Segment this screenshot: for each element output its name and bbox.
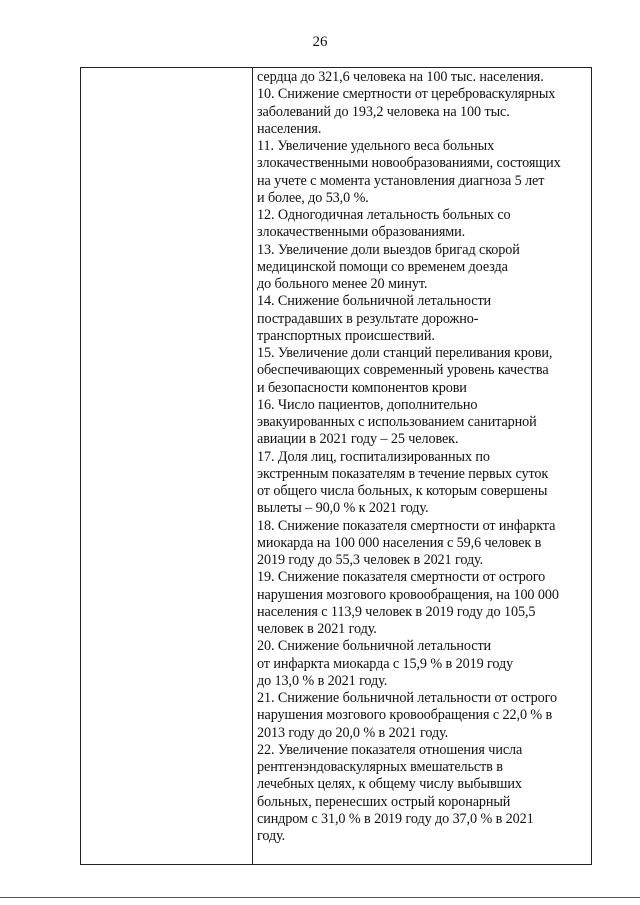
text-line: 11. Увеличение удельного веса больных <box>257 138 495 154</box>
text-line: авиации в 2021 году – 25 человек. <box>257 431 459 448</box>
text-line: экстренным показателям в течение первых суток <box>257 465 549 482</box>
text-line: и безопасности компонентов крови <box>257 379 467 396</box>
text-line: от инфаркта миокарда с 15,9 % в 2019 году <box>257 655 514 672</box>
text-line: человек в 2021 году. <box>257 621 377 637</box>
text-line: 18. Снижение показателя смертности от инфаркта <box>257 517 556 534</box>
text-line: 14. Снижение больничной летальности <box>257 293 492 310</box>
text-line: вылеты – 90,0 % к 2021 году. <box>257 500 429 517</box>
document-table <box>80 67 592 865</box>
text-line: лечебных целях, к общему числу выбывших <box>257 776 522 793</box>
text-line: 16. Число пациентов, дополнительно <box>257 396 478 413</box>
text-line: году. <box>257 828 286 844</box>
text-line: населения. <box>257 120 322 137</box>
text-line: нарушения мозгового кровообращения с 22,0 % в <box>257 707 553 724</box>
text-line: миокарда на 100 000 населения с 59,6 человек в <box>257 534 542 551</box>
text-line: 15. Увеличение доли станций переливания крови, <box>257 345 553 361</box>
text-line: больных, перенесших острый коронарный <box>257 793 511 810</box>
text-line: 19. Снижение показателя смертности от острого <box>257 569 546 586</box>
text-line: заболеваний до 193,2 человека на 100 тыс. <box>257 103 510 120</box>
text-line: злокачественными образованиями. <box>257 224 466 241</box>
text-line: 22. Увеличение показателя отношения числа <box>257 741 523 758</box>
text-line: пострадавших в результате дорожно- <box>257 310 479 327</box>
text-line: эвакуированных с использованием санитарной <box>257 414 537 430</box>
text-line: 20. Снижение больничной летальности <box>257 638 492 655</box>
text-line: транспортных происшествий. <box>257 327 435 344</box>
column-divider <box>252 68 253 864</box>
text-line: рентгенэндоваскулярных вмешательств в <box>257 759 503 775</box>
text-line: 2019 году до 55,3 человек в 2021 году. <box>257 552 484 568</box>
text-line: обеспечивающих современный уровень качества <box>257 362 549 379</box>
text-line: нарушения мозгового кровообращения, на 100 000 <box>257 586 559 603</box>
text-line: от общего числа больных, к которым совершены <box>257 483 548 499</box>
page-bottom-rule <box>0 897 640 898</box>
text-line: медицинской помощи со временем доезда <box>257 258 508 275</box>
text-line: населения с 113,9 человек в 2019 году до 105,5 <box>257 603 536 620</box>
text-line: 10. Снижение смертности от цереброваскулярных <box>257 86 556 103</box>
table-right-cell <box>257 68 591 845</box>
text-line: до 13,0 % в 2021 году. <box>257 672 388 689</box>
text-line: 17. Доля лиц, госпитализированных по <box>257 448 490 465</box>
text-line: злокачественными новообразованиями, состоящих <box>257 155 561 172</box>
text-line: до больного менее 20 минут. <box>257 276 428 292</box>
text-line: 13. Увеличение доли выездов бригад скорой <box>257 241 520 258</box>
text-line: 12. Одногодичная летальность больных со <box>257 207 511 223</box>
text-line: синдром с 31,0 % в 2019 году до 37,0 % в 2021 <box>257 810 534 827</box>
text-line: на учете с момента установления диагноза 5 лет <box>257 172 545 189</box>
text-line: 21. Снижение больничной летальности от острого <box>257 690 558 706</box>
table-left-cell <box>81 68 252 864</box>
text-line: и более, до 53,0 %. <box>257 189 369 206</box>
page-number: 26 <box>312 34 328 50</box>
text-line: сердца до 321,6 человека на 100 тыс. населения. <box>257 69 544 85</box>
text-line: 2013 году до 20,0 % в 2021 году. <box>257 724 449 741</box>
